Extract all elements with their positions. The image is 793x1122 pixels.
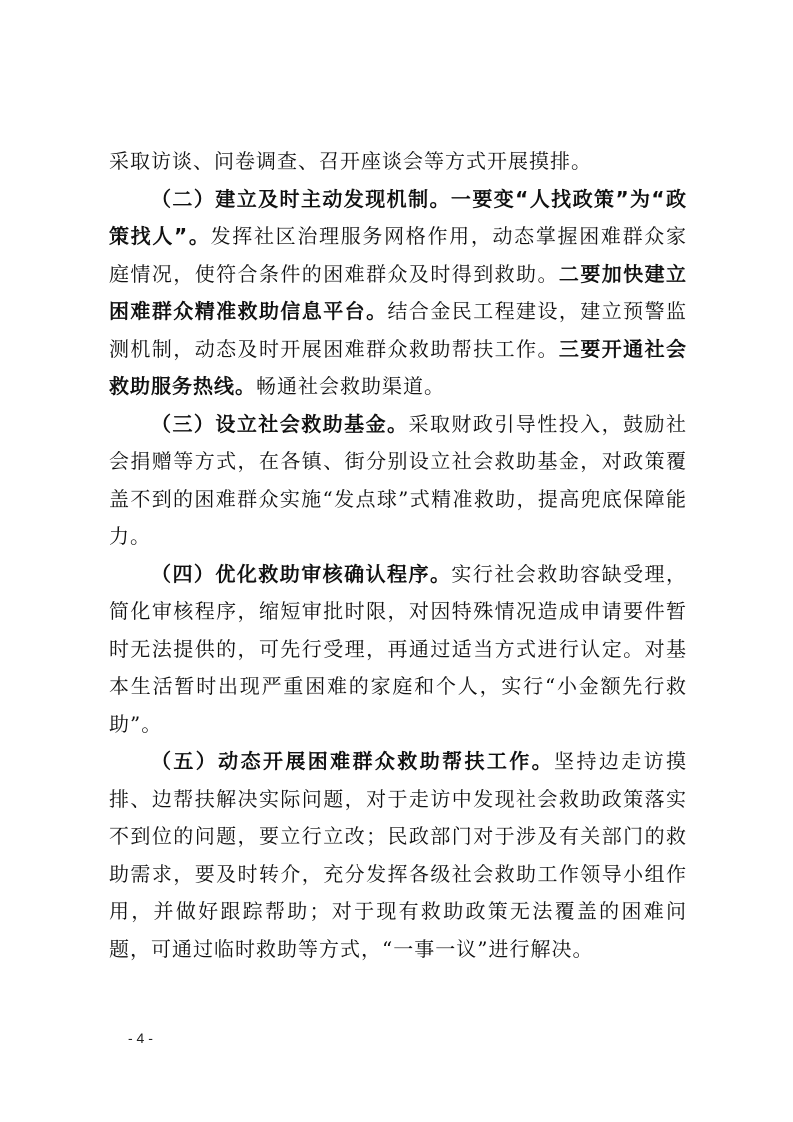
paragraph-section-4 — [109, 556, 687, 744]
section-heading-4: （四）优化救助审核确认程序。 — [151, 561, 452, 586]
body-text-run: 坚持边走访摸排、边帮扶解决实际问题，对于走访中发现社会救助政策落实不到位的问题，要立行立改；民政部门对于涉及有关部门的救助需求，要及时转介，充分发挥各级社会救助工作领导小组作用，并做好跟踪帮助；对于现有救助政策无法覆盖的困难问题，可通过临时救助等方式，“一事一议”进行解决。 — [109, 749, 688, 961]
document-body — [109, 143, 687, 968]
paragraph-continuation — [109, 143, 687, 181]
section-heading-2: （二）建立及时主动发现机制。一要变“人找政策”为“政策找人”。 — [109, 186, 687, 248]
body-text-run: 发挥社区治理服务网格作用，动态掌握困难群众家庭情况，使符合条件的困难群众及时得到救助。 — [109, 224, 687, 286]
section-heading-5: （五）动态开展困难群众救助帮扶工作。 — [151, 749, 555, 773]
body-text-run: 采取访谈、问卷调查、召开座谈会等方式开展摸排。 — [109, 149, 592, 173]
paragraph-section-5 — [109, 743, 687, 968]
section-heading-3: （三）设立社会救助基金。 — [151, 411, 409, 436]
body-text-run: 实行社会救助容缺受理，简化审核程序，缩短审批时限，对因特殊情况造成申请要件暂时无法提供的，可先行受理，再通过适当方式进行认定。对基本生活暂时出现严重困难的家庭和个人，实行“小金额先行救助”。 — [109, 561, 688, 736]
emphasis-run: 二要加快建立困难群众精准救助信息平台。 — [109, 261, 688, 323]
body-text-run: 结合金民工程建设，建立预警监测机制，动态及时开展困难群众救助帮扶工作。 — [109, 299, 687, 361]
paragraph-section-2 — [109, 181, 687, 406]
body-text-run: 采取财政引导性投入，鼓励社会捐赠等方式，在各镇、街分别设立社会救助基金，对政策覆盖不到的困难群众实施“发点球”式精准救助，提高兜底保障能力。 — [109, 411, 687, 548]
emphasis-run: 三要开通社会救助服务热线。 — [109, 336, 688, 398]
paragraph-section-3 — [109, 406, 687, 556]
body-text-run: 畅通社会救助渠道。 — [256, 374, 445, 398]
page-number: - 4 - — [128, 1030, 153, 1046]
